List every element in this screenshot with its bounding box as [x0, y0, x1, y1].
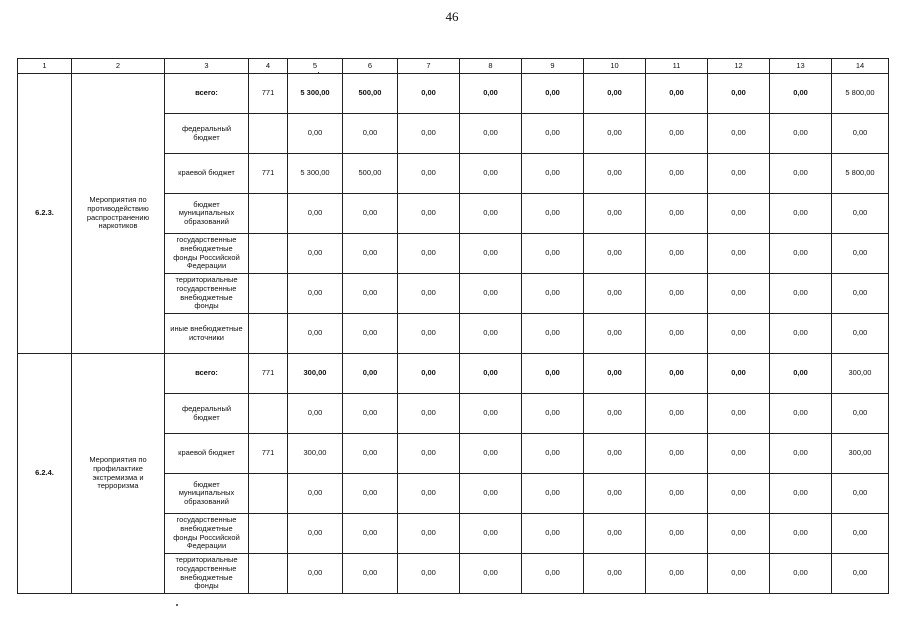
value-cell: 0,00: [398, 154, 460, 194]
value-cell: 0,00: [584, 394, 646, 434]
agency-code: 771: [249, 434, 288, 474]
value-cell: 0,00: [288, 514, 343, 554]
value-cell: 0,00: [708, 274, 770, 314]
value-cell: 0,00: [708, 394, 770, 434]
value-cell: 0,00: [460, 314, 522, 354]
value-cell: 0,00: [460, 434, 522, 474]
value-cell: 0,00: [708, 434, 770, 474]
value-cell: 0,00: [522, 154, 584, 194]
value-cell: 0,00: [522, 314, 584, 354]
value-cell: 0,00: [770, 194, 832, 234]
value-cell: 0,00: [398, 554, 460, 594]
agency-code: [249, 194, 288, 234]
value-cell: 0,00: [460, 514, 522, 554]
value-cell: 0,00: [522, 274, 584, 314]
value-cell: 5 300,00: [288, 74, 343, 114]
value-cell: 0,00: [343, 274, 398, 314]
value-cell: 0,00: [398, 114, 460, 154]
header-cell: 1: [18, 59, 72, 74]
value-cell: 0,00: [584, 154, 646, 194]
value-cell: 300,00: [832, 354, 889, 394]
value-cell: 0,00: [398, 314, 460, 354]
value-cell: 0,00: [460, 114, 522, 154]
value-cell: 0,00: [460, 394, 522, 434]
funding-source: федеральный бюджет: [165, 394, 249, 434]
value-cell: 0,00: [343, 474, 398, 514]
value-cell: 0,00: [708, 354, 770, 394]
table-row: [18, 74, 889, 114]
value-cell: 0,00: [584, 514, 646, 554]
funding-source: иные внебюджетные источники: [165, 314, 249, 354]
value-cell: 0,00: [343, 394, 398, 434]
value-cell: 0,00: [398, 514, 460, 554]
agency-code: 771: [249, 354, 288, 394]
value-cell: 0,00: [343, 554, 398, 594]
value-cell: 0,00: [646, 514, 708, 554]
value-cell: 0,00: [770, 354, 832, 394]
item-name: Мероприятия по профилактике экстремизма и терроризма: [72, 354, 165, 594]
value-cell: 0,00: [770, 314, 832, 354]
value-cell: 0,00: [522, 554, 584, 594]
value-cell: 0,00: [398, 394, 460, 434]
value-cell: 0,00: [398, 434, 460, 474]
value-cell: 0,00: [398, 194, 460, 234]
value-cell: 0,00: [460, 554, 522, 594]
value-cell: 0,00: [398, 474, 460, 514]
agency-code: [249, 114, 288, 154]
value-cell: 0,00: [832, 274, 889, 314]
value-cell: 0,00: [522, 514, 584, 554]
value-cell: 0,00: [770, 234, 832, 274]
value-cell: 0,00: [708, 514, 770, 554]
value-cell: 0,00: [832, 114, 889, 154]
value-cell: 0,00: [343, 194, 398, 234]
value-cell: 0,00: [832, 554, 889, 594]
funding-source: территориальные государственные внебюджетные фонды: [165, 554, 249, 594]
value-cell: 0,00: [646, 314, 708, 354]
value-cell: 0,00: [584, 474, 646, 514]
header-row: [18, 59, 889, 74]
value-cell: 500,00: [343, 154, 398, 194]
value-cell: 0,00: [584, 434, 646, 474]
value-cell: 0,00: [646, 234, 708, 274]
value-cell: 0,00: [343, 354, 398, 394]
value-cell: 0,00: [646, 154, 708, 194]
funding-source: краевой бюджет: [165, 154, 249, 194]
value-cell: 0,00: [708, 314, 770, 354]
value-cell: 0,00: [460, 74, 522, 114]
value-cell: 0,00: [460, 274, 522, 314]
value-cell: 0,00: [398, 354, 460, 394]
value-cell: 0,00: [770, 154, 832, 194]
header-cell: 8: [460, 59, 522, 74]
value-cell: 0,00: [584, 114, 646, 154]
value-cell: 0,00: [522, 474, 584, 514]
item-code: 6.2.3.: [18, 74, 72, 354]
header-cell: 4: [249, 59, 288, 74]
value-cell: 300,00: [832, 434, 889, 474]
value-cell: 0,00: [288, 554, 343, 594]
budget-table: [17, 58, 889, 594]
header-cell: 6: [343, 59, 398, 74]
funding-source: бюджет муниципальных образований: [165, 194, 249, 234]
funding-source: федеральный бюджет: [165, 114, 249, 154]
header-cell: 2: [72, 59, 165, 74]
value-cell: 0,00: [646, 74, 708, 114]
header-cell: 3: [165, 59, 249, 74]
header-cell: 12: [708, 59, 770, 74]
value-cell: 0,00: [522, 234, 584, 274]
value-cell: 0,00: [770, 554, 832, 594]
header-cell: 11: [646, 59, 708, 74]
value-cell: 0,00: [832, 474, 889, 514]
value-cell: 0,00: [343, 514, 398, 554]
value-cell: 0,00: [288, 314, 343, 354]
funding-source: всего:: [165, 74, 249, 114]
value-cell: 0,00: [288, 194, 343, 234]
value-cell: 0,00: [288, 114, 343, 154]
page-number: 46: [445, 9, 459, 24]
value-cell: 0,00: [708, 154, 770, 194]
funding-source: территориальные государственные внебюджетные фонды: [165, 274, 249, 314]
value-cell: 0,00: [522, 434, 584, 474]
value-cell: 0,00: [646, 194, 708, 234]
value-cell: 0,00: [832, 314, 889, 354]
value-cell: 0,00: [770, 74, 832, 114]
value-cell: 0,00: [584, 554, 646, 594]
value-cell: 0,00: [646, 434, 708, 474]
header-cell: 9: [522, 59, 584, 74]
value-cell: 0,00: [288, 394, 343, 434]
value-cell: 0,00: [708, 474, 770, 514]
value-cell: 0,00: [398, 234, 460, 274]
value-cell: 0,00: [288, 234, 343, 274]
value-cell: 300,00: [288, 354, 343, 394]
value-cell: 5 800,00: [832, 74, 889, 114]
value-cell: 0,00: [770, 274, 832, 314]
value-cell: 0,00: [708, 234, 770, 274]
agency-code: [249, 314, 288, 354]
value-cell: 0,00: [343, 234, 398, 274]
value-cell: 0,00: [646, 394, 708, 434]
scan-speck: [176, 604, 178, 606]
funding-source: государственные внебюджетные фонды Российской Федерации: [165, 514, 249, 554]
header-cell: 5: [288, 59, 343, 74]
funding-source: всего:: [165, 354, 249, 394]
value-cell: 0,00: [522, 114, 584, 154]
value-cell: 0,00: [770, 434, 832, 474]
value-cell: 0,00: [646, 354, 708, 394]
value-cell: 0,00: [708, 194, 770, 234]
value-cell: 0,00: [646, 474, 708, 514]
value-cell: 5 300,00: [288, 154, 343, 194]
funding-source: краевой бюджет: [165, 434, 249, 474]
value-cell: 0,00: [770, 394, 832, 434]
header-cell: 13: [770, 59, 832, 74]
value-cell: 0,00: [343, 114, 398, 154]
agency-code: [249, 554, 288, 594]
agency-code: 771: [249, 74, 288, 114]
header-cell: 10: [584, 59, 646, 74]
agency-code: [249, 474, 288, 514]
value-cell: 0,00: [646, 114, 708, 154]
value-cell: 500,00: [343, 74, 398, 114]
value-cell: 0,00: [708, 74, 770, 114]
value-cell: 0,00: [288, 274, 343, 314]
value-cell: 0,00: [288, 474, 343, 514]
value-cell: 0,00: [343, 434, 398, 474]
value-cell: 0,00: [398, 74, 460, 114]
value-cell: 0,00: [522, 74, 584, 114]
value-cell: 0,00: [832, 194, 889, 234]
item-name: Мероприятия по противодействию распространению наркотиков: [72, 74, 165, 354]
value-cell: 0,00: [460, 354, 522, 394]
value-cell: 0,00: [708, 114, 770, 154]
funding-source: бюджет муниципальных образований: [165, 474, 249, 514]
value-cell: 0,00: [584, 234, 646, 274]
value-cell: 0,00: [584, 274, 646, 314]
value-cell: 0,00: [770, 114, 832, 154]
value-cell: 0,00: [646, 554, 708, 594]
value-cell: 0,00: [770, 514, 832, 554]
value-cell: 0,00: [460, 474, 522, 514]
table-body: [18, 59, 889, 594]
agency-code: [249, 234, 288, 274]
agency-code: [249, 514, 288, 554]
value-cell: 0,00: [584, 314, 646, 354]
header-cell: 7: [398, 59, 460, 74]
value-cell: 5 800,00: [832, 154, 889, 194]
funding-source: государственные внебюджетные фонды Российской Федерации: [165, 234, 249, 274]
value-cell: 0,00: [770, 474, 832, 514]
value-cell: 0,00: [832, 514, 889, 554]
agency-code: 771: [249, 154, 288, 194]
value-cell: 0,00: [522, 194, 584, 234]
value-cell: 0,00: [460, 154, 522, 194]
value-cell: 0,00: [398, 274, 460, 314]
value-cell: 0,00: [522, 394, 584, 434]
value-cell: 0,00: [460, 234, 522, 274]
value-cell: 0,00: [646, 274, 708, 314]
value-cell: 300,00: [288, 434, 343, 474]
table-row: [18, 354, 889, 394]
agency-code: [249, 274, 288, 314]
value-cell: 0,00: [584, 74, 646, 114]
value-cell: 0,00: [584, 354, 646, 394]
value-cell: 0,00: [522, 354, 584, 394]
value-cell: 0,00: [708, 554, 770, 594]
value-cell: 0,00: [460, 194, 522, 234]
item-code: 6.2.4.: [18, 354, 72, 594]
value-cell: 0,00: [584, 194, 646, 234]
agency-code: [249, 394, 288, 434]
value-cell: 0,00: [832, 234, 889, 274]
header-cell: 14: [832, 59, 889, 74]
value-cell: 0,00: [343, 314, 398, 354]
value-cell: 0,00: [832, 394, 889, 434]
